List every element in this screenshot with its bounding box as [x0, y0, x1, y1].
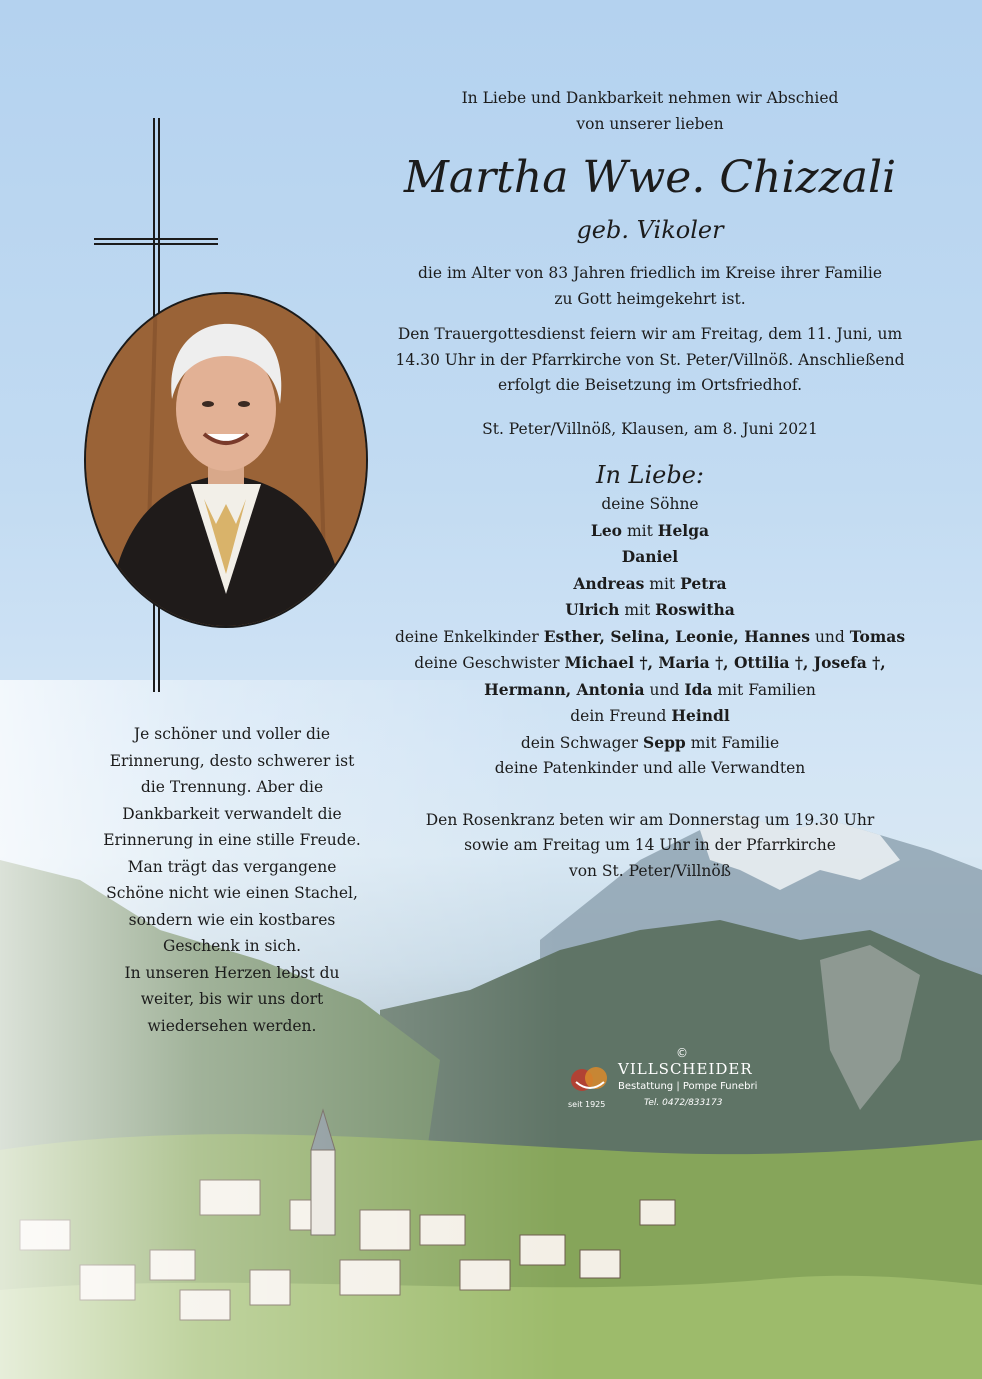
- siblings-line-1: deine Geschwister Michael †, Maria †, Ottilia †, Josefa †,: [414, 653, 886, 672]
- rosary-line-3: von St. Peter/Villnöß: [568, 861, 732, 880]
- son-daniel: Daniel: [621, 547, 679, 566]
- quote-line: Erinnerung, desto schwerer ist: [109, 751, 355, 770]
- godchildren-line: deine Patenkinder und alle Verwandten: [494, 759, 806, 777]
- mourners-heading: In Liebe:: [595, 461, 705, 489]
- son-andreas: Andreas mit Petra: [573, 573, 727, 593]
- place-date: St. Peter/Villnöß, Klausen, am 8. Juni 2021: [482, 419, 818, 438]
- intro-line-2: von unserer lieben: [576, 114, 724, 133]
- quote-line: weiter, bis wir uns dort: [140, 990, 324, 1008]
- portrait-photo: [84, 292, 368, 628]
- quote-line: Geschenk in sich.: [162, 937, 302, 955]
- funeral-home-logo: [566, 1046, 766, 1110]
- quote-line: die Trennung. Aber die: [140, 778, 324, 796]
- quote-line: wiedersehen werden.: [147, 1016, 317, 1035]
- rosary-line-1: Den Rosenkranz beten wir am Donnerstag um 19.30 Uhr: [425, 810, 875, 829]
- deceased-name: Martha Wwe. Chizzali: [403, 152, 897, 203]
- siblings-line-2: Hermann, Antonia und Ida mit Familien: [484, 679, 816, 699]
- friend-line: dein Freund Heindl: [570, 706, 730, 725]
- logo-since: seit 1925: [568, 1100, 606, 1109]
- memorial-quote: [92, 721, 372, 1039]
- portrait-illustration: [86, 294, 366, 626]
- service-line-2: 14.30 Uhr in der Pfarrkirche von St. Peter/Villnöß. Anschließend: [395, 350, 905, 369]
- quote-line: Erinnerung in eine stille Freude.: [103, 831, 361, 849]
- son-leo: Leo mit Helga: [590, 520, 710, 540]
- announcement-column: [380, 86, 920, 884]
- quote-line: Schöne nicht wie einen Stachel,: [106, 884, 358, 902]
- quote-line: Man trägt das vergangene: [127, 857, 337, 876]
- intro-line-1: In Liebe und Dankbarkeit nehmen wir Abschied: [461, 89, 839, 107]
- logo-copyright: ©: [676, 1046, 688, 1060]
- birth-name: geb. Vikoler: [576, 216, 724, 244]
- quote-line: In unseren Herzen lebst du: [124, 963, 340, 982]
- age-line-1: die im Alter von 83 Jahren friedlich im Kreise ihrer Familie: [417, 264, 883, 282]
- quote-line: sondern wie ein kostbares: [128, 910, 336, 929]
- quote-line: Je schöner und voller die: [133, 725, 331, 743]
- rosary-line-2: sowie am Freitag um 14 Uhr in der Pfarrkirche: [464, 836, 836, 854]
- sons-label: deine Söhne: [601, 495, 699, 513]
- logo-name: VILLSCHEIDER: [618, 1060, 753, 1078]
- quote-line: Dankbarkeit verwandelt die: [122, 804, 342, 823]
- son-ulrich: Ulrich mit Roswitha: [565, 600, 735, 619]
- brother-in-law-line: dein Schwager Sepp mit Familie: [520, 732, 780, 752]
- service-line-3: erfolgt die Beisetzung im Ortsfriedhof.: [497, 376, 803, 394]
- logo-emblem-icon: [568, 1060, 612, 1100]
- cross-horizontal: [94, 238, 218, 240]
- logo-phone: Tel. 0472/833173: [644, 1098, 723, 1108]
- age-line-2: zu Gott heimgekehrt ist.: [554, 289, 746, 308]
- grandchildren-line: deine Enkelkinder Esther, Selina, Leonie, Hannes und Tomas: [394, 626, 906, 646]
- cross-horizontal-inner: [94, 243, 218, 245]
- logo-subtitle: Bestattung | Pompe Funebri: [618, 1081, 758, 1092]
- service-line-1: Den Trauergottesdienst feiern wir am Freitag, dem 11. Juni, um: [397, 325, 903, 343]
